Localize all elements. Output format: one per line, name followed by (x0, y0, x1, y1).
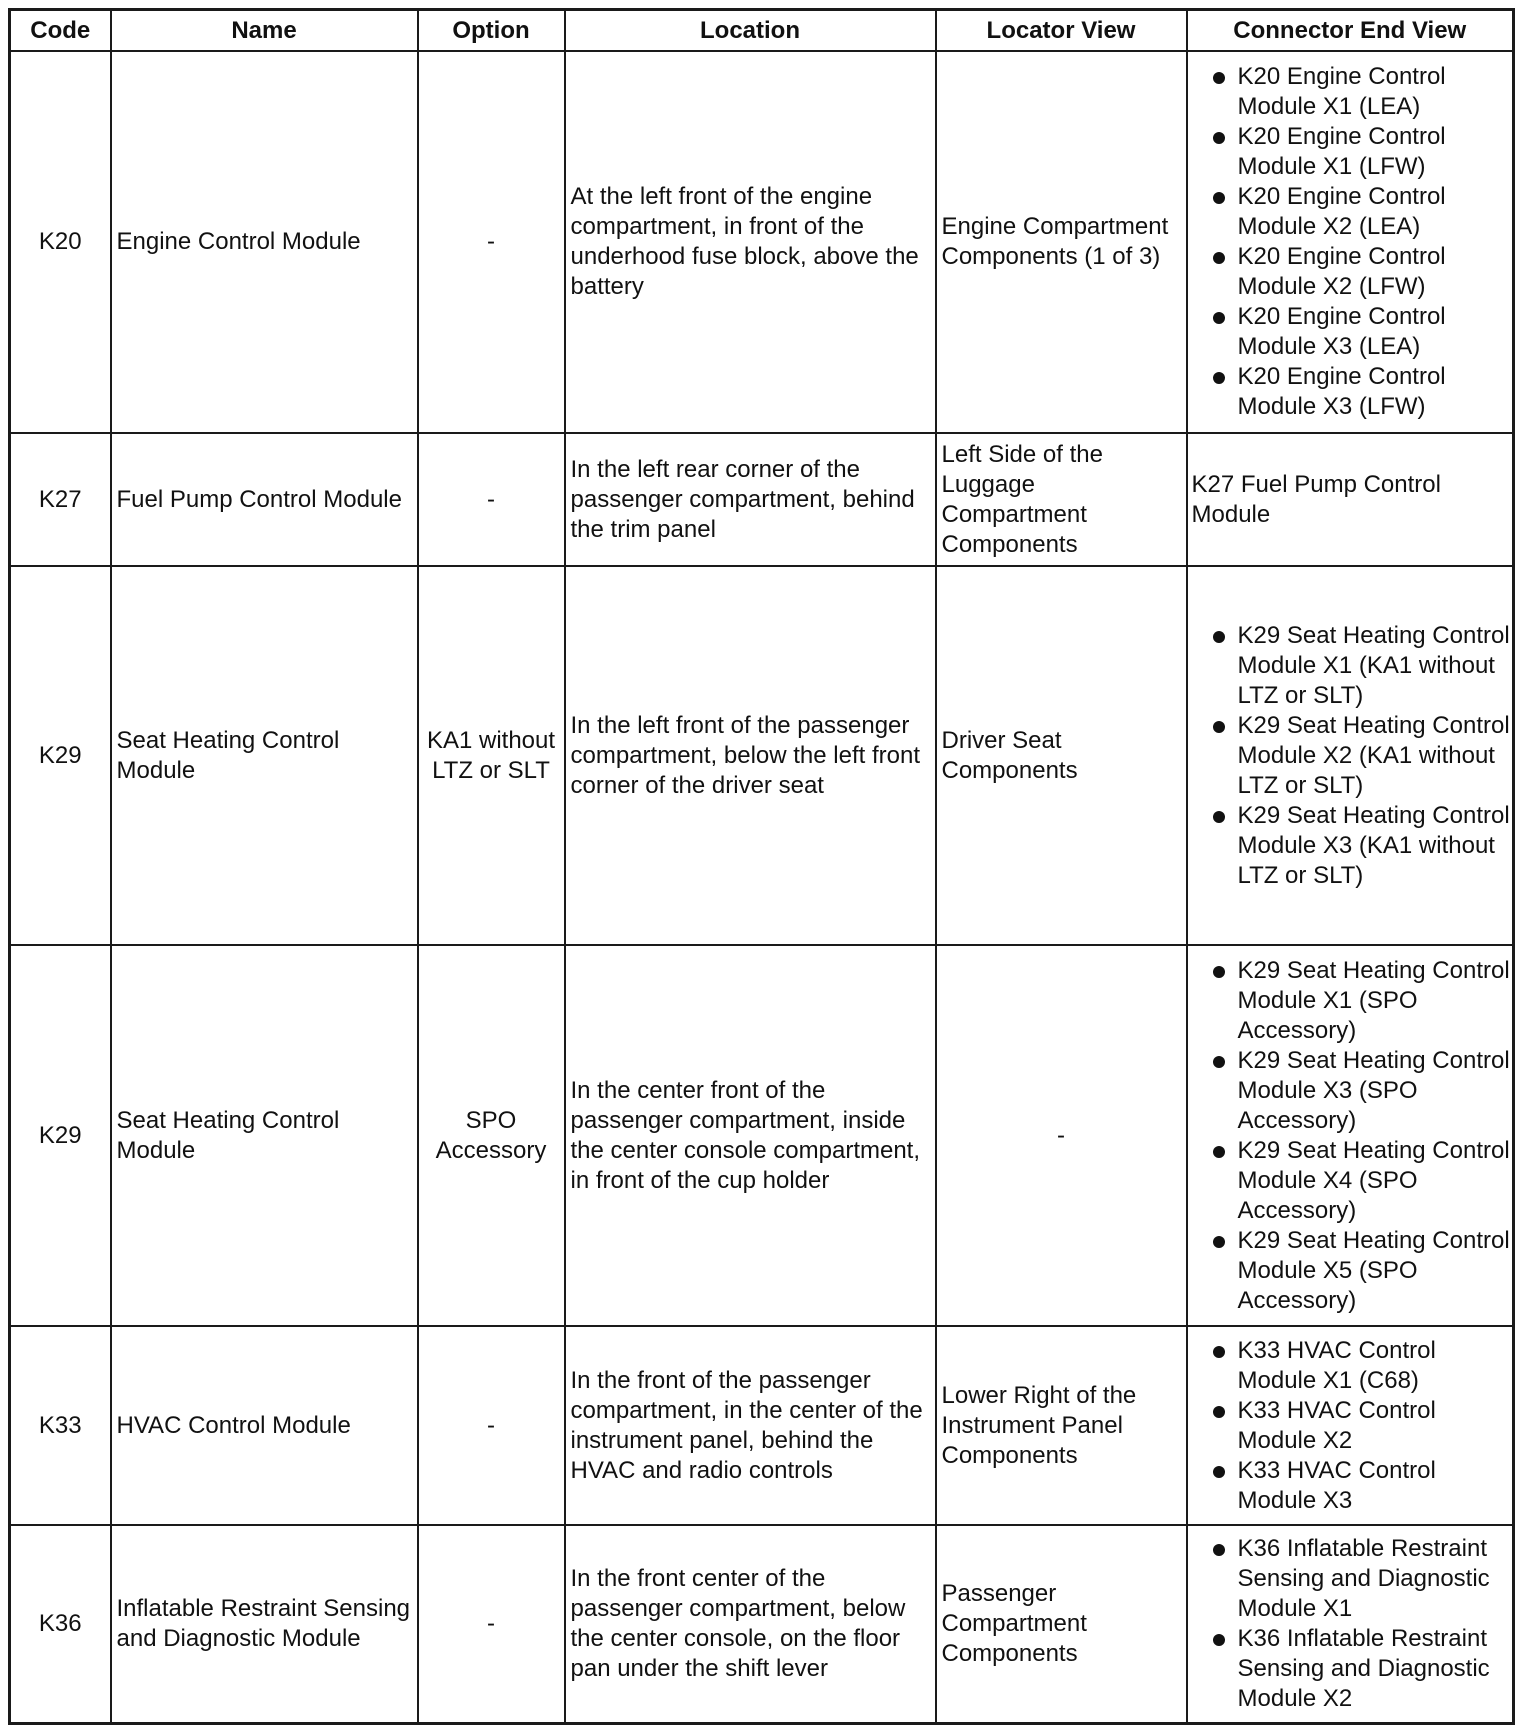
locator-view-link[interactable]: Lower Right of the Instrument Panel Components (936, 1326, 1187, 1525)
connector-label: K36 Inflatable Restraint Sensing and Diagnostic Module X2 (1237, 1624, 1490, 1712)
bullet-icon (1213, 1466, 1225, 1478)
connector-list-item[interactable] (1192, 621, 1511, 711)
connector-label: K20 Engine Control Module X2 (LEA) (1237, 183, 1446, 240)
header-row (10, 10, 1514, 52)
connector-label: K29 Seat Heating Control Module X2 (KA1 without LTZ or SLT) (1237, 711, 1510, 799)
table-row (10, 1326, 1514, 1525)
connector-list-item[interactable] (1192, 1046, 1511, 1136)
header-code: Code (10, 10, 111, 52)
name-cell: HVAC Control Module (111, 1326, 418, 1525)
bullet-icon (1213, 1146, 1225, 1158)
header-option: Option (418, 10, 565, 52)
connector-label: K33 HVAC Control Module X2 (1237, 1396, 1436, 1454)
option-cell: KA1 without LTZ or SLT (418, 566, 565, 945)
bullet-icon (1213, 1406, 1225, 1418)
bullet-icon (1213, 1634, 1225, 1646)
connector-list-item[interactable] (1192, 1336, 1511, 1396)
connector-list (1192, 1534, 1511, 1714)
option-cell: SPO Accessory (418, 945, 565, 1326)
connector-list-item[interactable] (1192, 956, 1511, 1046)
connector-cell (1187, 945, 1514, 1326)
bullet-icon (1213, 372, 1225, 384)
bullet-icon (1213, 192, 1225, 204)
connector-list-item[interactable] (1192, 62, 1511, 122)
bullet-icon (1213, 811, 1225, 823)
bullet-icon (1213, 721, 1225, 733)
name-cell: Engine Control Module (111, 51, 418, 433)
bullet-icon (1213, 132, 1225, 144)
option-cell: - (418, 433, 565, 566)
connector-list (1192, 62, 1511, 422)
location-cell: In the left front of the passenger compartment, below the left front corner of the driver seat (565, 566, 936, 945)
connector-label: K36 Inflatable Restraint Sensing and Diagnostic Module X1 (1237, 1534, 1490, 1622)
table-header (10, 10, 1514, 52)
locator-view-link[interactable]: Left Side of the Luggage Compartment Components (936, 433, 1187, 566)
header-name: Name (111, 10, 418, 52)
name-cell: Inflatable Restraint Sensing and Diagnostic Module (111, 1525, 418, 1723)
connector-list-item[interactable] (1192, 1456, 1511, 1516)
connector-list-item[interactable] (1192, 1534, 1511, 1624)
connector-label: K29 Seat Heating Control Module X5 (SPO Accessory) (1237, 1226, 1510, 1314)
table-row (10, 433, 1514, 566)
location-cell: In the front center of the passenger compartment, below the center console, on the floor pan under the shift lever (565, 1525, 936, 1723)
bullet-icon (1213, 631, 1225, 643)
connector-cell (1187, 1326, 1514, 1525)
bullet-icon (1213, 966, 1225, 978)
option-cell: - (418, 1326, 565, 1525)
table-row (10, 51, 1514, 433)
connector-label: K29 Seat Heating Control Module X1 (KA1 without LTZ or SLT) (1237, 621, 1510, 709)
connector-label: K29 Seat Heating Control Module X1 (SPO Accessory) (1237, 956, 1510, 1044)
locator-view-link[interactable]: Passenger Compartment Components (936, 1525, 1187, 1723)
bullet-icon (1213, 252, 1225, 264)
connector-label: K20 Engine Control Module X1 (LFW) (1237, 123, 1446, 180)
option-cell: - (418, 51, 565, 433)
table-row (10, 1525, 1514, 1723)
location-cell: In the left rear corner of the passenger compartment, behind the trim panel (565, 433, 936, 566)
table-row (10, 945, 1514, 1326)
locator-view-link[interactable]: Engine Compartment Components (1 of 3) (936, 51, 1187, 433)
connector-label: K33 HVAC Control Module X1 (C68) (1237, 1336, 1436, 1394)
connector-link[interactable]: K27 Fuel Pump Control Module (1191, 470, 1441, 528)
connector-list-item[interactable] (1192, 1226, 1511, 1316)
code-cell: K36 (10, 1525, 111, 1723)
connector-list-item[interactable] (1192, 1396, 1511, 1456)
code-cell: K33 (10, 1326, 111, 1525)
code-cell: K27 (10, 433, 111, 566)
header-connector-end-view: Connector End View (1187, 10, 1514, 52)
location-cell: In the center front of the passenger compartment, inside the center console compartment, in front of the cup holder (565, 945, 936, 1326)
connector-list-item[interactable] (1192, 242, 1511, 302)
bullet-icon (1213, 1236, 1225, 1248)
location-cell: In the front of the passenger compartment, in the center of the instrument panel, behind the HVAC and radio controls (565, 1326, 936, 1525)
header-locator-view: Locator View (936, 10, 1187, 52)
bullet-icon (1213, 1056, 1225, 1068)
connector-list (1192, 956, 1511, 1316)
connector-list-item[interactable] (1192, 122, 1511, 182)
connector-cell (1187, 566, 1514, 945)
bullet-icon (1213, 1346, 1225, 1358)
option-cell: - (418, 1525, 565, 1723)
connector-list-item[interactable] (1192, 1136, 1511, 1226)
bullet-icon (1213, 72, 1225, 84)
code-cell: K29 (10, 945, 111, 1326)
connector-label: K20 Engine Control Module X3 (LFW) (1237, 363, 1446, 420)
table-body (10, 51, 1514, 1723)
connector-list (1192, 1336, 1511, 1516)
table-row (10, 566, 1514, 945)
code-cell: K29 (10, 566, 111, 945)
connector-label: K20 Engine Control Module X1 (LEA) (1237, 63, 1446, 120)
connector-list-item[interactable] (1192, 1624, 1511, 1714)
connector-label: K29 Seat Heating Control Module X4 (SPO Accessory) (1237, 1136, 1510, 1224)
connector-label: K33 HVAC Control Module X3 (1237, 1456, 1436, 1514)
connector-cell (1187, 433, 1514, 566)
location-cell: At the left front of the engine compartment, in front of the underhood fuse block, above the battery (565, 51, 936, 433)
name-cell: Seat Heating Control Module (111, 566, 418, 945)
connector-list-item[interactable] (1192, 302, 1511, 362)
connector-label: K20 Engine Control Module X3 (LEA) (1237, 303, 1446, 360)
connector-list (1192, 621, 1511, 891)
connector-label: K29 Seat Heating Control Module X3 (SPO Accessory) (1237, 1046, 1510, 1134)
connector-label: K20 Engine Control Module X2 (LFW) (1237, 243, 1446, 300)
component-locator-table-wrapper (8, 8, 1515, 1725)
bullet-icon (1213, 312, 1225, 324)
connector-cell (1187, 51, 1514, 433)
locator-view-link: - (936, 945, 1187, 1326)
connector-label: K29 Seat Heating Control Module X3 (KA1 without LTZ or SLT) (1237, 801, 1510, 889)
name-cell: Seat Heating Control Module (111, 945, 418, 1326)
connector-list-item[interactable] (1192, 711, 1511, 801)
connector-cell (1187, 1525, 1514, 1723)
locator-view-link[interactable]: Driver Seat Components (936, 566, 1187, 945)
component-locator-table (8, 8, 1515, 1725)
connector-list-item[interactable] (1192, 362, 1511, 422)
name-cell: Fuel Pump Control Module (111, 433, 418, 566)
connector-list-item[interactable] (1192, 182, 1511, 242)
connector-list-item[interactable] (1192, 801, 1511, 891)
code-cell: K20 (10, 51, 111, 433)
bullet-icon (1213, 1544, 1225, 1556)
header-location: Location (565, 10, 936, 52)
